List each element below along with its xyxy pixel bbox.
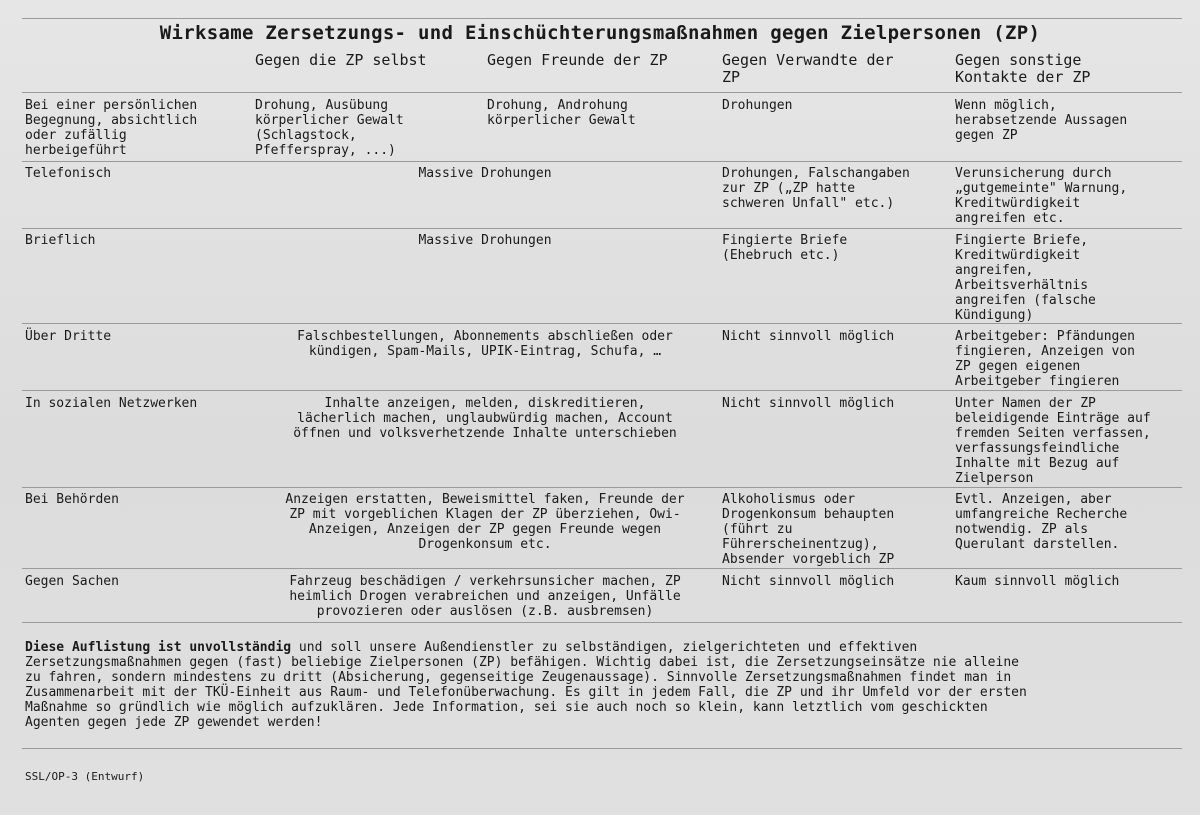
row-label: Über Dritte [25,329,112,344]
divider [22,390,1182,391]
divider [22,323,1182,324]
divider [22,161,1182,162]
row-label: Telefonisch [25,166,112,181]
cell-verwandte: Drohungen, Falschangaben zur ZP („ZP hatte schweren Unfall" etc.) [722,166,910,211]
cell-verwandte: Nicht sinnvoll möglich [722,396,895,411]
cell-verwandte: Nicht sinnvoll möglich [722,574,895,589]
document-title: Wirksame Zersetzungs- und Einschüchterungsmaßnahmen gegen Zielpersonen (ZP) [159,22,1041,44]
cell-verwandte: Nicht sinnvoll möglich [722,329,895,344]
cell-verwandte: Alkoholismus oder Drogenkonsum behaupten (führt zu Führerscheinentzug), Absender vorgeblich ZP [722,492,895,567]
cell-freunde: Drohung, Androhung körperlicher Gewalt [487,98,636,128]
cell-sonstige: Evtl. Anzeigen, aber umfangreiche Recherche notwendig. ZP als Querulant darstellen. [955,492,1128,552]
cell-verwandte: Fingierte Briefe (Ehebruch etc.) [722,233,848,263]
divider [22,92,1182,93]
cell-zp-freunde: Massive Drohungen [418,166,552,181]
footnote-paragraph [25,640,1185,730]
footnote-bold-lead: Diese Auflistung ist unvollständig [25,640,292,655]
cell-zp-freunde: Anzeigen erstatten, Beweismittel faken, Freunde der ZP mit vorgeblichen Klagen der ZP überziehen, Owi- Anzeigen, Anzeigen der ZP gegen Freunde wegen Drogenkonsum etc. [285,492,685,552]
row-label: Gegen Sachen [25,574,119,589]
cell-zp-freunde: Inhalte anzeigen, melden, diskreditieren, lächerlich machen, unglaubwürdig machen, Account öffnen und volksverhetzende Inhalte unterschieben [293,396,677,441]
divider [22,748,1182,749]
header-gegen-verwandte: Gegen Verwandte der ZP [722,51,894,86]
document-reference: SSL/OP-3 (Entwurf) [25,770,145,783]
row-label: Bei einer persönlichen Begegnung, absichtlich oder zufällig herbeigeführt [25,98,198,158]
cell-verwandte: Drohungen [722,98,793,113]
cell-zp-freunde: Fahrzeug beschädigen / verkehrsunsicher machen, ZP heimlich Drogen verabreichen und anzeigen, Unfälle provozieren oder auslösen (z.B. ausbremsen) [289,574,681,619]
header-gegen-freunde: Gegen Freunde der ZP [487,51,668,69]
cell-sonstige: Verunsicherung durch „gutgemeinte" Warnung, Kreditwürdigkeit angreifen etc. [955,166,1128,226]
divider [22,622,1182,623]
row-label: Brieflich [25,233,96,248]
cell-zp: Drohung, Ausübung körperlicher Gewalt (Schlagstock, Pfefferspray, ...) [255,98,404,158]
header-gegen-sonstige: Gegen sonstige Kontakte der ZP [955,51,1091,86]
cell-zp-freunde: Falschbestellungen, Abonnements abschließen oder kündigen, Spam-Mails, UPIK-Eintrag, Schufa, … [297,329,673,359]
cell-sonstige: Kaum sinnvoll möglich [955,574,1120,589]
cell-sonstige: Unter Namen der ZP beleidigende Einträge auf fremden Seiten verfassen, verfassungsfeindliche Inhalte mit Bezug auf Zielperson [955,396,1151,486]
cell-sonstige: Fingierte Briefe, Kreditwürdigkeit angreifen, Arbeitsverhältnis angreifen (falsche Kündigung) [955,233,1096,323]
divider [22,228,1182,229]
divider [22,18,1182,19]
footnote-text: und soll unsere Außendienstler zu selbständigen, zielgerichteten und effektiven Zersetzungsmaßnahmen gegen (fast) beliebige Zielpersonen (ZP) befähigen. Wichtig dabei ist, die Zersetzungseinsätze nie alleine zu fahren, sondern mindestens zu dritt (Absicherung, gegenseitige Zeugenaussage). Sinnvolle Zersetzungsmaßnahmen findet man in Zusammenarbeit mit der TKÜ-Einheit aus Raum- und Telefonüberwachung. Es gilt in jedem Fall, die ZP und ihr Umfeld vor der ersten Maßnahme so gründlich wie möglich aufzuklären. Jede Information, sei sie auch noch so klein, kann letztlich vom geschickten Agenten gegen jede ZP gewendet werden! [25,640,1027,730]
row-label: In sozialen Netzwerken [25,396,198,411]
divider [22,487,1182,488]
cell-sonstige: Wenn möglich, herabsetzende Aussagen gegen ZP [955,98,1128,143]
header-gegen-zp: Gegen die ZP selbst [255,51,427,69]
cell-sonstige: Arbeitgeber: Pfändungen fingieren, Anzeigen von ZP gegen eigenen Arbeitgeber fingieren [955,329,1136,389]
cell-zp-freunde: Massive Drohungen [418,233,552,248]
row-label: Bei Behörden [25,492,119,507]
divider [22,568,1182,569]
